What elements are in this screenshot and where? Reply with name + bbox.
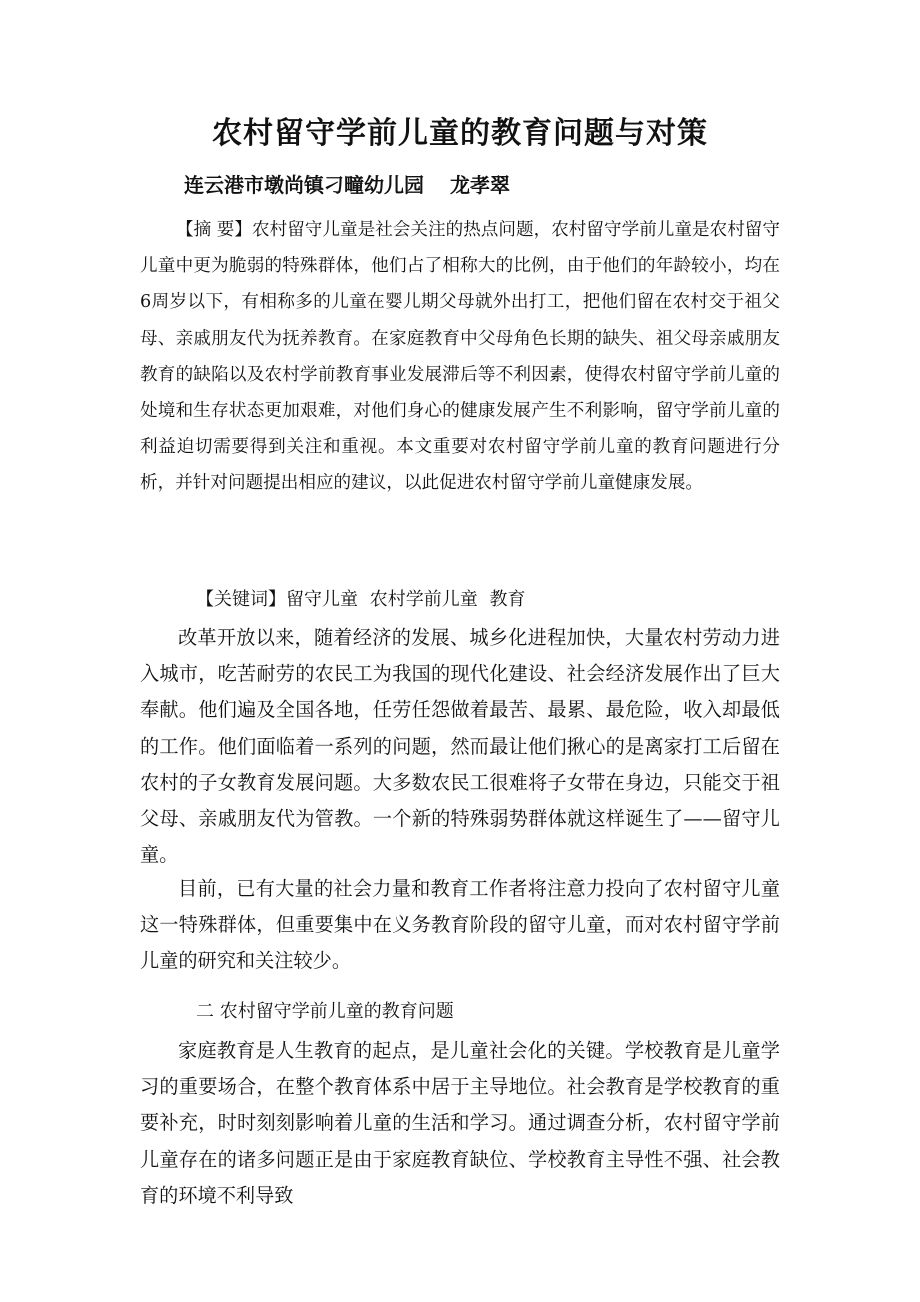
- author-name: 龙孝翠: [450, 173, 510, 197]
- author-byline: [184, 170, 510, 200]
- keywords-line: [196, 582, 531, 618]
- document-title: 农村留守学前儿童的教育问题与对策: [212, 116, 708, 151]
- body-paragraph: 目前，已有大量的社会力量和教育工作者将注意力投向了农村留守儿童这一特殊群体，但重要集中在义务教育阶段的留守儿童，而对农村留守学前儿童的研究和关注较少。: [140, 877, 780, 973]
- keyword-item: 农村学前儿童: [369, 589, 478, 610]
- abstract-paragraph: 【摘 要】农村留守儿童是社会关注的热点问题，农村留守学前儿童是农村留守儿童中更为脆弱的特殊群体，他们占了相称大的比例，由于他们的年龄较小，均在6周岁以下，有相称多的儿童在婴儿期父母就外出打工，把他们留在农村交于祖父母、亲戚朋友代为抚养教育。在家庭教育中父母角色长期的缺失、祖父母亲戚朋友教育的缺陷以及农村学前教育事业发展滞后等不利因素，使得农村留守学前儿童的处境和生存状态更加艰难，对他们身心的健康发展产生不利影响，留守学前儿童的利益迫切需要得到关注和重视。本文重要对农村留守学前儿童的教育问题进行分析，并针对问题提出相应的建议，以此促进农村留守学前儿童健康发展。: [140, 220, 780, 494]
- section-paragraph: 家庭教育是人生教育的起点，是儿童社会化的关键。学校教育是儿童学习的重要场合，在整个教育体系中居于主导地位。社会教育是学校教育的重要补充，时时刻刻影响着儿童的生活和学习。通过调查分析，农村留守学前儿童存在的诸多问题正是由于家庭教育缺位、学校教育主导性不强、社会教育的环境不利导致: [140, 1039, 780, 1207]
- body-paragraph: 改革开放以来，随着经济的发展、城乡化进程加快，大量农村劳动力进入城市，吃苦耐劳的农民工为我国的现代化建设、社会经济发展作出了巨大奉献。他们遍及全国各地，任劳任怨做着最苦、最累、最危险，收入却最低的工作。他们面临着一系列的问题，然而最让他们揪心的是离家打工后留在农村的子女教育发展问题。大多数农民工很难将子女带在身边，只能交于祖父母、亲戚朋友代为管教。一个新的特殊弱势群体就这样诞生了——留守儿童。: [140, 626, 780, 867]
- keywords-label: 【关键词】留守儿童: [196, 589, 358, 610]
- author-affiliation: 连云港市墩尚镇刁疃幼儿园: [184, 173, 424, 197]
- section-heading: 二 农村留守学前儿童的教育问题: [196, 1001, 454, 1022]
- keyword-item: 教育: [489, 589, 526, 610]
